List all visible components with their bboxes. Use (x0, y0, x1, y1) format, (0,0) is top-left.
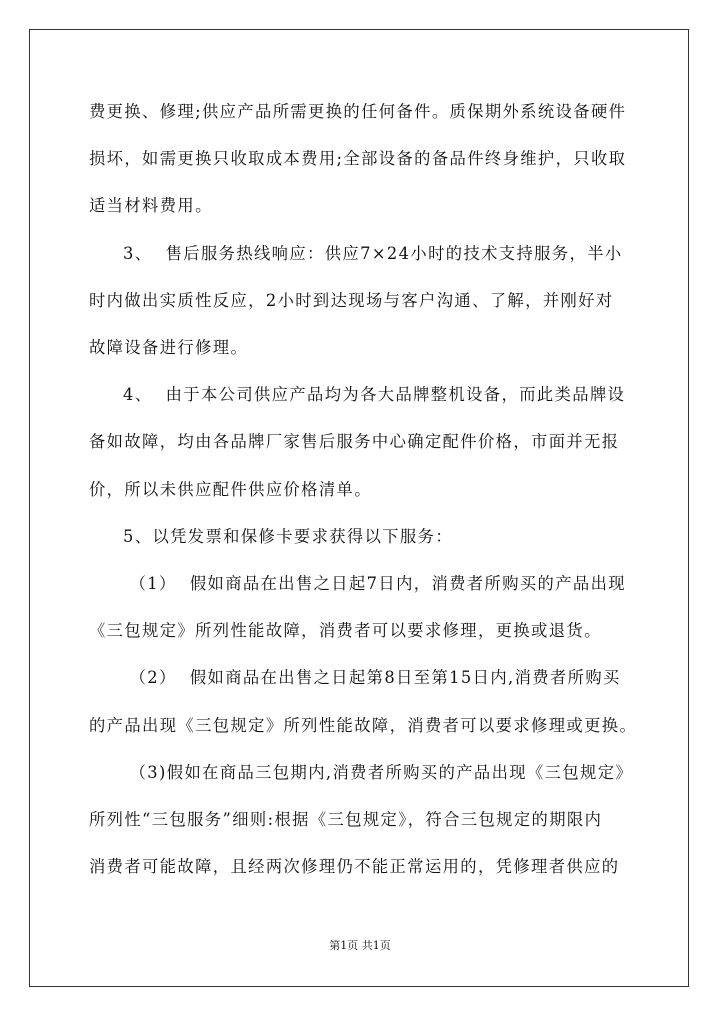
paragraph-hotline-response (89, 230, 699, 372)
text-line: 消费者可能故障，且经两次修理仍不能正常运用的，凭修理者供应的 (89, 857, 620, 877)
text-line: 所列性“三包服务”细则:根据《三包规定》，符合三包规定的期限内 (89, 810, 603, 830)
text-line: 的产品出现《三包规定》所列性能故障，消费者可以要求修理或更换。 (89, 715, 638, 735)
paragraph-brand-parts (89, 371, 699, 513)
text-line: 《三包规定》所列性能故障，消费者可以要求修理，更换或退货。 (89, 621, 602, 641)
text-line: 损坏，如需更换只收取成本费用;全部设备的备品件终身维护，只收取 (89, 149, 627, 169)
text-line: 故障设备进行修理。 (89, 338, 249, 358)
text-line: 费更换、修理;供应产品所需更换的任何备件。质保期外系统设备硬件 (89, 102, 627, 121)
page-footer: 第1页 共1页 (329, 939, 391, 952)
text-line: 适当材料费用。 (89, 196, 213, 216)
text-line: （1） 假如商品在出售之日起7日内，消费者所购买的产品出现 (123, 574, 626, 594)
paragraph-item-1 (89, 560, 699, 654)
text-line: 5、以凭发票和保修卡要求获得以下服务： (123, 526, 454, 546)
paragraph-warranty-parts (89, 88, 699, 230)
paragraph-item-2 (89, 654, 699, 748)
paragraph-item-3 (89, 749, 699, 891)
text-line: （3)假如在商品三包期内,消费者所购买的产品出现《三包规定》 (123, 762, 634, 782)
paragraph-invoice-services (89, 513, 699, 560)
document-body (89, 88, 699, 890)
text-line: （2） 假如商品在出售之日起第8日至第15日内,消费者所购买 (123, 668, 621, 688)
text-line: 时内做出实质性反应，2小时到达现场与客户沟通、了解，并刚好对 (89, 290, 614, 310)
text-line: 备如故障，均由各品牌厂家售后服务中心确定配件价格，市面并无报 (89, 432, 620, 452)
text-line: 3、 售后服务热线响应：供应7×24小时的技术支持服务，半小 (123, 243, 623, 263)
text-line: 4、 由于本公司供应产品均为各大品牌整机设备，而此类品牌设 (123, 385, 626, 405)
text-line: 价，所以未供应配件供应价格清单。 (89, 479, 372, 499)
